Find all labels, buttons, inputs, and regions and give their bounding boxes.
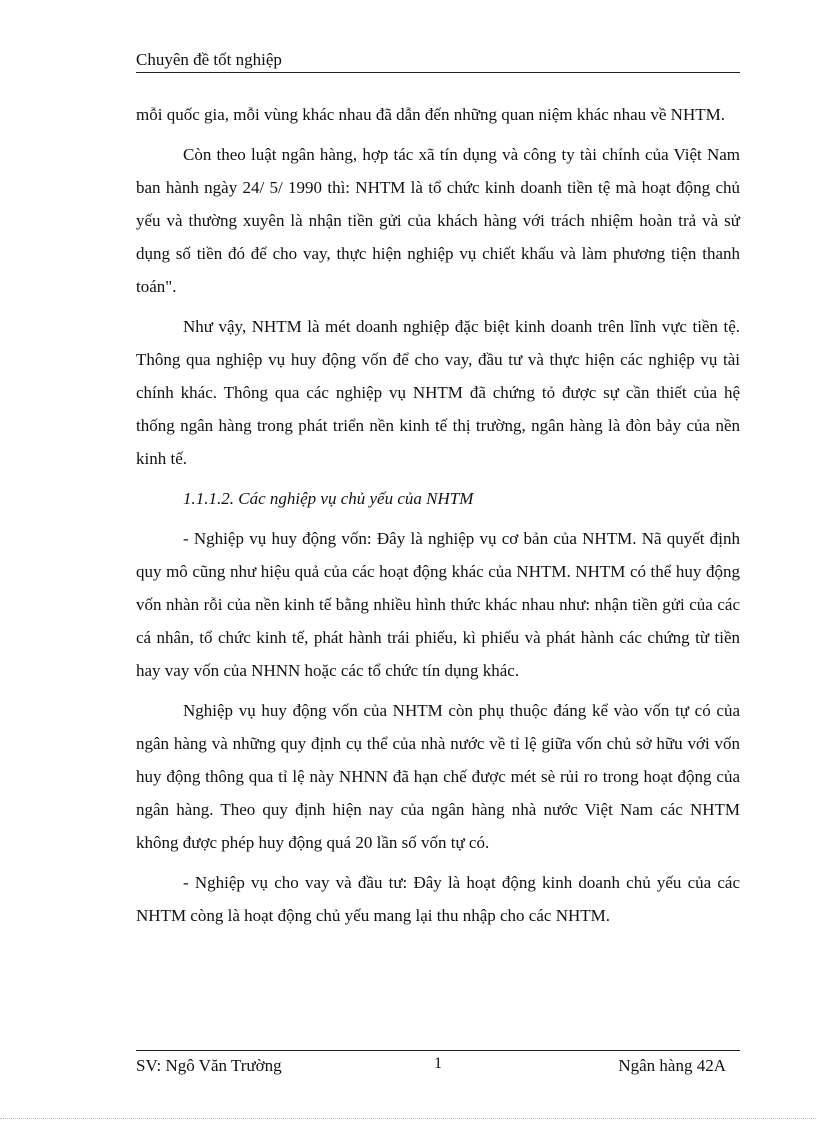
footer-class: Ngân hàng 42A <box>618 1056 726 1075</box>
paragraph-5: Nghiệp vụ huy động vốn của NHTM còn phụ thuộc đáng kể vào vốn tự có của ngân hàng và những quy định cụ thể của nhà nước về tỉ lệ giữa vốn chủ sở hữu với vốn huy động thông qua tỉ lệ này NHNN đã hạn chế được mét sè rủi ro trong hoạt động của ngân hàng. Theo quy định hiện nay của ngân hàng nhà nước Việt Nam các NHTM không được phép huy động quá 20 lần số vốn tự có. <box>136 701 740 852</box>
header-title: Chuyên đề tốt nghiệp <box>136 50 282 69</box>
paragraph-4: - Nghiệp vụ huy động vốn: Đây là nghiệp vụ cơ bản của NHTM. Nã quyết định quy mô cũng như hiệu quả của các hoạt động khác của NHTM. NHTM có thể huy động vốn nhàn rỗi của nền kinh tế bằng nhiều hình thức khác nhau như: nhận tiền gửi của các cá nhân, tổ chức kinh tế, phát hành trái phiếu, kì phiếu và phát hành các chứng từ tiền hay vay vốn của NHNN hoặc các tổ chức tín dụng khác. <box>136 529 740 680</box>
section-heading: 1.1.1.2. Các nghiệp vụ chủ yếu của NHTM <box>183 489 474 508</box>
paragraph-1: mỗi quốc gia, mỗi vùng khác nhau đã dẫn đến những quan niệm khác nhau về NHTM. <box>136 105 725 124</box>
page-header <box>136 50 740 73</box>
document-body <box>136 98 740 939</box>
paragraph-6: - Nghiệp vụ cho vay và đầu tư: Đây là hoạt động kinh doanh chủ yếu của các NHTM còng là hoạt động chủ yếu mang lại thu nhập cho các NHTM. <box>136 873 740 925</box>
paragraph-2: Còn theo luật ngân hàng, hợp tác xã tín dụng và công ty tài chính của Việt Nam ban hành ngày 24/ 5/ 1990 thì: NHTM là tổ chức kinh doanh tiền tệ mà hoạt động chủ yếu và thường xuyên là nhận tiền gửi của khách hàng với trách nhiệm hoàn trả và sử dụng số tiền đó để cho vay, thực hiện nghiệp vụ chiết khấu và làm phương tiện thanh toán". <box>136 145 740 296</box>
footer-student: SV: Ngô Văn Trường <box>136 1056 282 1075</box>
page-footer <box>136 1050 740 1075</box>
footer-page-number: 1 <box>434 1055 442 1072</box>
page-bottom-divider <box>0 1118 816 1119</box>
paragraph-3: Như vậy, NHTM là mét doanh nghiệp đặc biệt kinh doanh trên lĩnh vực tiền tệ. Thông qua nghiệp vụ huy động vốn để cho vay, đầu tư và thực hiện các nghiệp vụ tài chính khác. Thông qua các nghiệp vụ NHTM đã chứng tỏ được sự cần thiết của hệ thống ngân hàng trong phát triển nền kinh tế thị trường, ngân hàng là đòn bảy của nền kinh tế. <box>136 317 740 468</box>
